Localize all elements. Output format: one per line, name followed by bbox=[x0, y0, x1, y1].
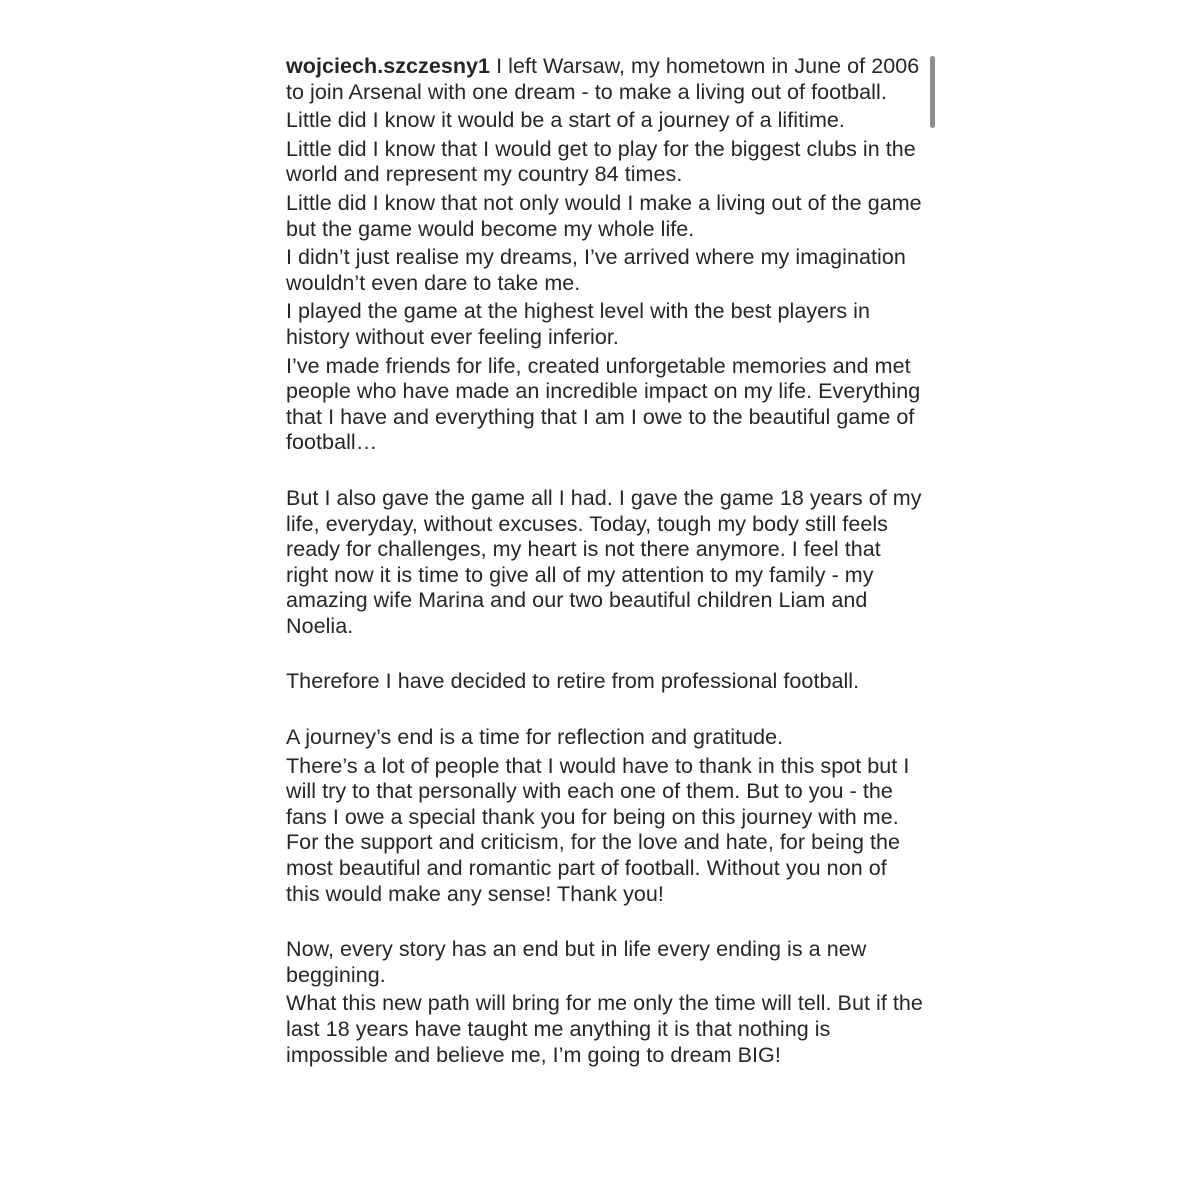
paragraph-spacer bbox=[286, 698, 926, 725]
caption-line: Little did I know it would be a start of a journey of a lifitime. bbox=[286, 108, 845, 133]
caption-paragraph bbox=[286, 54, 926, 456]
caption-line: Little did I know that not only would I make a living out of the game but the game would become my whole life. bbox=[286, 190, 922, 241]
caption-line: What this new path will bring for me only the time will tell. But if the last 18 years have taught me anything it is that nothing is impossible and believe me, I’m going to dream BIG! bbox=[286, 991, 923, 1067]
caption-line: Now, every story has an end but in life every ending is a new beggining. bbox=[286, 937, 867, 987]
post-caption bbox=[286, 54, 926, 1071]
caption-paragraph bbox=[286, 937, 926, 1068]
caption-line: Therefore I have decided to retire from professional football. bbox=[286, 669, 860, 694]
caption-line: A journey’s end is a time for reflection and gratitude. bbox=[286, 725, 784, 750]
caption-paragraph bbox=[286, 669, 926, 695]
caption-paragraph bbox=[286, 486, 926, 640]
caption-line: I didn’t just realise my dreams, I’ve arrived where my imagination wouldn’t even dare to take me. bbox=[286, 245, 906, 295]
paragraph-spacer bbox=[286, 910, 926, 937]
paragraph-spacer bbox=[286, 642, 926, 669]
caption-line: There’s a lot of people that I would have to thank in this spot but I will try to that personally with each one of them. But to you - the fans I owe a special thank you for being on this journey with me. For the support and criticism, for the love and hate, for being the most beautiful and romantic part of football. Without you non of this would make any sense! Thank you! bbox=[286, 753, 910, 906]
scrollbar-thumb[interactable] bbox=[930, 56, 935, 128]
paragraph-spacer bbox=[286, 459, 926, 486]
caption-text: I left Warsaw, my hometown in June of 2006 to join Arsenal with one dream - to make a living out of football. bbox=[286, 54, 920, 104]
username-link[interactable]: wojciech.szczesny1 bbox=[286, 54, 491, 78]
caption-line: I played the game at the highest level with the best players in history without ever feeling inferior. bbox=[286, 299, 870, 349]
caption-line bbox=[286, 54, 926, 105]
caption-line: I’ve made friends for life, created unforgetable memories and met people who have made an incredible impact on my life. Everything that I have and everything that I am I owe to the beautiful game of football… bbox=[286, 353, 921, 455]
caption-paragraph bbox=[286, 725, 926, 907]
caption-line: Little did I know that I would get to play for the biggest clubs in the world and represent my country 84 times. bbox=[286, 136, 916, 187]
caption-line: But I also gave the game all I had. I gave the game 18 years of my life, everyday, without excuses. Today, tough my body still feels ready for challenges, my heart is not there anymore. I feel that right now it is time to give all of my attention to my family - my amazing wife Marina and our two beautiful children Liam and Noelia. bbox=[286, 485, 922, 638]
